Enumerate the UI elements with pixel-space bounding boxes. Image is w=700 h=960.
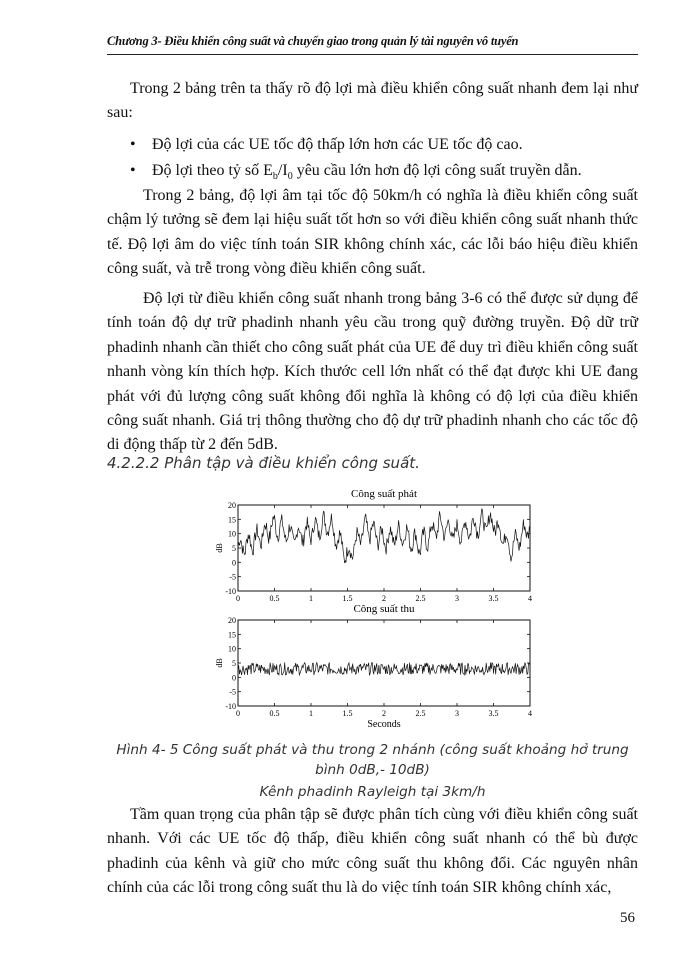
subscript: b [272, 171, 278, 183]
bullet-text: Độ lợi của các UE tốc độ thấp lớn hơn các UE tốc độ cao. [152, 136, 523, 153]
paragraph-fading-margin: Độ lợi từ điều khiển công suất nhanh trong bảng 3-6 có thể được sử dụng để tính toán độ dự trữ phadinh nhanh yêu cầu trong quỹ đường truyền. Độ dữ trữ phadinh nhanh cần thiết cho công suất phát của UE để duy trì điều khiển công suất nhanh vòng kín thích hợp. Kích thước cell lớn nhất có thể đạt được khi UE đang phát với đủ lượng công suất không đổi nghĩa là không có độ lợi của điều khiển công suất nhanh. Giá trị thông thường cho độ dự trữ phadinh nhanh cho các tốc độ di động thấp từ 2 đến 5dB. [107, 290, 638, 454]
y-tick-label: 20 [228, 501, 236, 510]
y-tick-label: -5 [229, 687, 236, 697]
x-tick-label: 2 [382, 594, 386, 603]
x-axis-label: Seconds [367, 719, 401, 727]
y-tick-label: 5 [232, 659, 236, 668]
x-tick-label: 2.5 [415, 594, 426, 603]
y-tick-label: 15 [228, 515, 236, 525]
bullet-item [128, 132, 638, 158]
x-tick-label: 3 [455, 709, 459, 718]
x-tick-label: 3.5 [488, 709, 499, 718]
page-number: 56 [620, 910, 635, 926]
y-tick-label: 15 [228, 630, 236, 640]
x-tick-label: 1.5 [342, 594, 353, 603]
y-tick-label: 5 [232, 544, 236, 553]
y-tick-label: 0 [232, 673, 236, 683]
subscript: 0 [287, 171, 293, 183]
figure-caption-sub: Kênh phadinh Rayleigh tại 3km/h [259, 784, 486, 800]
y-tick-label: -10 [225, 587, 236, 596]
x-tick-label: 4 [528, 709, 532, 718]
paragraph-intro: Trong 2 bảng trên ta thấy rõ độ lợi mà điều khiển công suất nhanh đem lại như sau: [107, 80, 638, 122]
bullet-text: yêu cầu lớn hơn độ lợi công suất truyền dẫn. [292, 162, 582, 179]
figure-caption: Hình 4- 5 Công suất phát và thu trong 2 nhánh (công suất khoảng hở trung bình 0dB,- 10dB) [116, 742, 629, 778]
bullet-list [128, 132, 638, 190]
x-tick-label: 4 [528, 594, 532, 603]
y-tick-label: 10 [228, 529, 236, 539]
y-axis-label: dB [215, 543, 224, 553]
x-tick-label: 0.5 [269, 594, 280, 603]
chapter-header: Chương 3- Điều khiển công suất và chuyển giao trong quản lý tài nguyên vô tuyến [107, 34, 519, 48]
x-tick-label: 0 [236, 594, 240, 603]
y-tick-label: 20 [228, 616, 236, 625]
y-tick-label: 10 [228, 644, 236, 654]
paragraph-negative-gain: Trong 2 bảng, độ lợi âm tại tốc độ 50km/h có nghĩa là điều khiển công suất chậm lý tưởng sẽ đem lại hiệu suất tốt hơn so với điều khiển công suất nhanh thức tế. Độ lợi âm do việc tính toán SIR không chính xác, các lỗi báo hiệu điều khiển công suất, và trễ trong vòng điều khiển công suất. [107, 187, 638, 278]
x-tick-label: 2 [382, 709, 386, 718]
section-subheading: 4.2.2.2 Phân tập và điều khiển công suất. [107, 454, 420, 472]
figure-chart [208, 477, 548, 727]
y-tick-label: -10 [225, 702, 236, 711]
x-tick-label: 0 [236, 709, 240, 718]
y-axis-label: dB [215, 658, 224, 668]
x-tick-label: 1.5 [342, 709, 353, 718]
bullet-text: /I [277, 162, 288, 179]
x-tick-label: 1 [309, 709, 313, 718]
header-rule [107, 54, 638, 55]
x-tick-label: 3 [455, 594, 459, 603]
x-tick-label: 1 [309, 594, 313, 603]
plot-title: Công suất phát [351, 488, 417, 500]
y-tick-label: -5 [229, 572, 236, 582]
paragraph-diversity: Tầm quan trọng của phân tập sẽ được phân tích cùng với điều khiển công suất nhanh. Với các UE tốc độ thấp, điều khiển công suất nhanh có thể bù được phadinh của kênh và giữ cho mức công suất thu không đổi. Các nguyên nhân chính của các lỗi trong công suất thu là do việc tính toán SIR không chính xác, [107, 806, 638, 897]
x-tick-label: 0.5 [269, 709, 280, 718]
bullet-text: Độ lợi theo tỷ số E [152, 162, 273, 179]
figure [208, 477, 548, 727]
series-line [238, 662, 530, 675]
plot-title: Công suất thu [353, 603, 415, 615]
x-tick-label: 3.5 [488, 594, 499, 603]
series-line [238, 509, 530, 563]
x-tick-label: 2.5 [415, 709, 426, 718]
y-tick-label: 0 [232, 558, 236, 568]
